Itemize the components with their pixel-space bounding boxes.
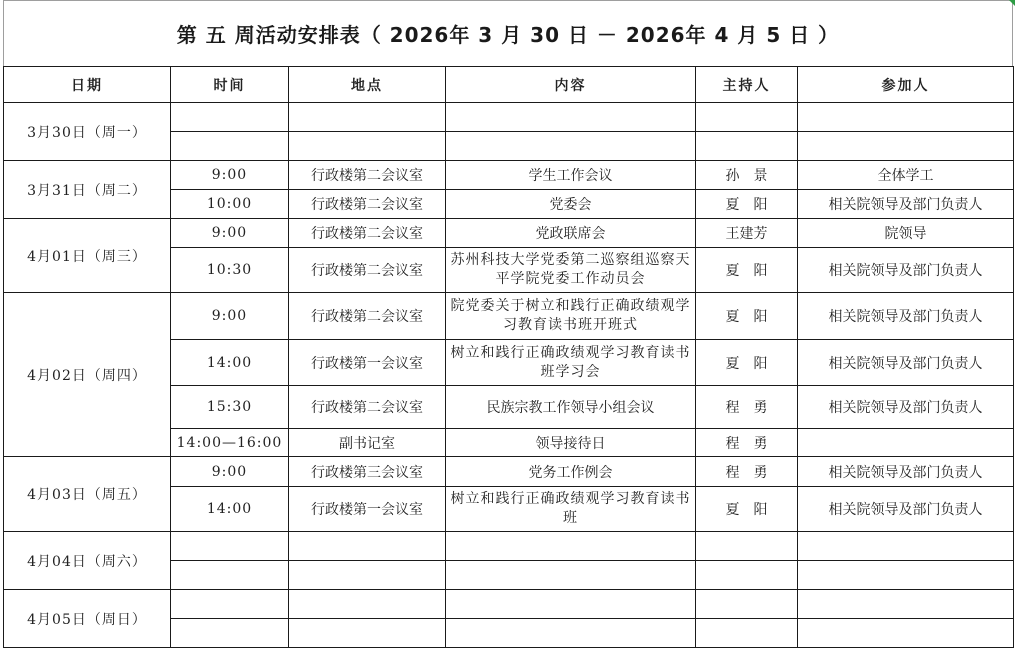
empty-cell (696, 590, 798, 619)
content-cell: 党政联席会 (446, 219, 696, 248)
empty-cell (696, 132, 798, 161)
time-cell: 9:00 (171, 161, 289, 190)
place-cell: 行政楼第一会议室 (289, 487, 446, 532)
table-row (4, 103, 1014, 132)
table-row (4, 219, 1014, 248)
empty-cell (171, 590, 289, 619)
place-cell: 副书记室 (289, 429, 446, 457)
empty-cell (289, 132, 446, 161)
host-cell: 夏 阳 (696, 248, 798, 293)
host-cell: 夏 阳 (696, 487, 798, 532)
date-cell: 3月31日（周二） (4, 161, 171, 219)
content-cell: 民族宗教工作领导小组会议 (446, 386, 696, 429)
attendees-cell: 相关院领导及部门负责人 (798, 457, 1014, 487)
content-cell: 院党委关于树立和践行正确政绩观学习教育读书班开班式 (446, 293, 696, 340)
date-cell: 4月05日（周日） (4, 590, 171, 648)
empty-cell (171, 619, 289, 648)
cell-corner-mark (1009, 0, 1015, 6)
content-cell: 党委会 (446, 190, 696, 219)
table-row (4, 532, 1014, 561)
header-date: 日期 (4, 67, 171, 103)
time-cell: 14:00 (171, 340, 289, 386)
table-row (4, 590, 1014, 619)
empty-cell (171, 532, 289, 561)
host-cell: 程 勇 (696, 386, 798, 429)
content-cell: 树立和践行正确政绩观学习教育读书班 (446, 487, 696, 532)
date-cell: 3月30日（周一） (4, 103, 171, 161)
empty-cell (171, 132, 289, 161)
host-cell: 夏 阳 (696, 340, 798, 386)
place-cell: 行政楼第二会议室 (289, 190, 446, 219)
time-cell: 9:00 (171, 457, 289, 487)
time-cell: 14:00 (171, 487, 289, 532)
empty-cell (289, 561, 446, 590)
empty-cell (696, 561, 798, 590)
empty-cell (289, 590, 446, 619)
host-cell: 孙 景 (696, 161, 798, 190)
host-cell: 程 勇 (696, 457, 798, 487)
place-cell: 行政楼第二会议室 (289, 248, 446, 293)
empty-cell (289, 103, 446, 132)
attendees-cell: 相关院领导及部门负责人 (798, 386, 1014, 429)
schedule-table (3, 66, 1014, 648)
place-cell: 行政楼第二会议室 (289, 386, 446, 429)
date-cell: 4月04日（周六） (4, 532, 171, 590)
content-cell: 苏州科技大学党委第二巡察组巡察天平学院党委工作动员会 (446, 248, 696, 293)
host-cell: 夏 阳 (696, 293, 798, 340)
table-row (4, 457, 1014, 487)
time-cell: 9:00 (171, 293, 289, 340)
empty-cell (696, 532, 798, 561)
empty-cell (798, 561, 1014, 590)
place-cell: 行政楼第二会议室 (289, 293, 446, 340)
table-row (4, 161, 1014, 190)
empty-cell (446, 561, 696, 590)
attendees-cell: 相关院领导及部门负责人 (798, 248, 1014, 293)
date-cell: 4月03日（周五） (4, 457, 171, 532)
empty-cell (446, 132, 696, 161)
empty-cell (798, 590, 1014, 619)
header-host: 主持人 (696, 67, 798, 103)
time-cell: 10:00 (171, 190, 289, 219)
attendees-cell: 相关院领导及部门负责人 (798, 340, 1014, 386)
header-time: 时间 (171, 67, 289, 103)
attendees-cell: 相关院领导及部门负责人 (798, 487, 1014, 532)
date-cell: 4月01日（周三） (4, 219, 171, 293)
header-content: 内容 (446, 67, 696, 103)
attendees-cell (798, 429, 1014, 457)
table-row (4, 293, 1014, 340)
empty-cell (696, 103, 798, 132)
attendees-cell: 相关院领导及部门负责人 (798, 190, 1014, 219)
empty-cell (798, 103, 1014, 132)
empty-cell (798, 132, 1014, 161)
place-cell: 行政楼第一会议室 (289, 340, 446, 386)
empty-cell (171, 103, 289, 132)
empty-cell (446, 532, 696, 561)
time-cell: 9:00 (171, 219, 289, 248)
attendees-cell: 院领导 (798, 219, 1014, 248)
place-cell: 行政楼第三会议室 (289, 457, 446, 487)
content-cell: 树立和践行正确政绩观学习教育读书班学习会 (446, 340, 696, 386)
page-title: 第 五 周活动安排表（ 2026年 3 月 30 日 － 2026年 4 月 5 日 ） (176, 23, 840, 47)
empty-cell (446, 619, 696, 648)
time-cell: 15:30 (171, 386, 289, 429)
attendees-cell: 全体学工 (798, 161, 1014, 190)
header-place: 地点 (289, 67, 446, 103)
time-cell: 10:30 (171, 248, 289, 293)
empty-cell (289, 532, 446, 561)
time-cell: 14:00—16:00 (171, 429, 289, 457)
title-row (3, 0, 1013, 66)
empty-cell (696, 619, 798, 648)
schedule-sheet (3, 0, 1013, 652)
empty-cell (446, 590, 696, 619)
host-cell: 王建芳 (696, 219, 798, 248)
empty-cell (171, 561, 289, 590)
content-cell: 学生工作会议 (446, 161, 696, 190)
empty-cell (446, 103, 696, 132)
empty-cell (289, 619, 446, 648)
host-cell: 程 勇 (696, 429, 798, 457)
header-attendees: 参加人 (798, 67, 1014, 103)
place-cell: 行政楼第二会议室 (289, 161, 446, 190)
empty-cell (798, 532, 1014, 561)
empty-cell (798, 619, 1014, 648)
place-cell: 行政楼第二会议室 (289, 219, 446, 248)
content-cell: 党务工作例会 (446, 457, 696, 487)
header-row (4, 67, 1014, 103)
date-cell: 4月02日（周四） (4, 293, 171, 457)
content-cell: 领导接待日 (446, 429, 696, 457)
attendees-cell: 相关院领导及部门负责人 (798, 293, 1014, 340)
host-cell: 夏 阳 (696, 190, 798, 219)
